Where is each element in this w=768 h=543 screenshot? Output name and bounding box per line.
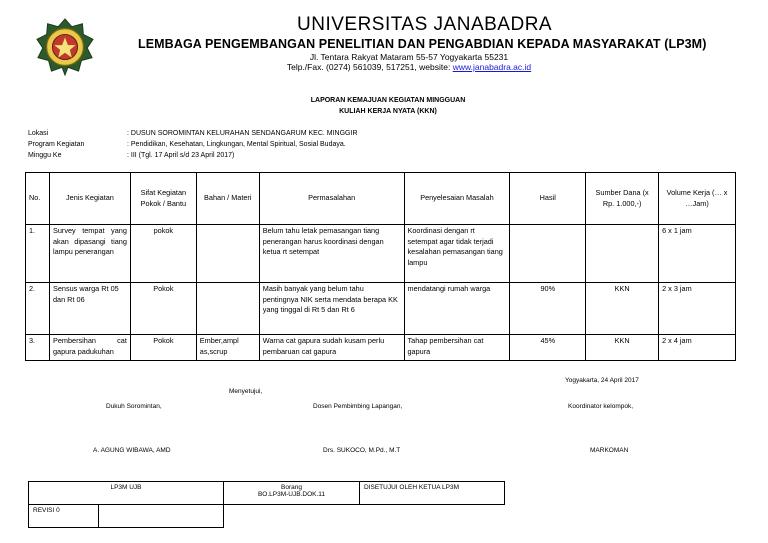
cell-sifat: Pokok (130, 335, 196, 361)
cell-jenis: Sensus warga Rt 05 dan Rt 06 (49, 283, 130, 335)
info-label-program: Program Kegiatan (28, 141, 85, 148)
cell-bahan (196, 283, 259, 335)
table-row (26, 335, 736, 361)
cell-volume: 2 x 4 jam (659, 335, 736, 361)
cell-bahan (196, 225, 259, 283)
cell-penyelesaian: Tahap pembersihan cat gapura (404, 335, 510, 361)
footer-borang (224, 482, 360, 505)
cell-hasil: 90% (510, 283, 586, 335)
footer-borang-code: BO.LP3M-UJB.DOK.11 (257, 491, 326, 498)
header-permasalahan: Permasalahan (259, 173, 404, 225)
role-dosen: Dosen Pembimbing Lapangan, (313, 403, 403, 410)
header-sumber: Sumber Dana (x Rp. 1.000,-) (586, 173, 659, 225)
footer-revisi: REVISI 0 (29, 505, 99, 528)
cell-permasalahan: Warna cat gapura sudah kusam perlu pembaruan cat gapura (259, 335, 404, 361)
cell-sumber (586, 225, 659, 283)
footer-approval: DISETUJUI OLEH KETUA LP3M (360, 482, 505, 505)
cell-permasalahan: Masih banyak yang belum tahu pentingnya NIK serta mendata berapa KK yang tinggal di Rt 5 dan Rt 6 (259, 283, 404, 335)
name-dukuh: A. AGUNG WIBAWA, AMD (93, 447, 171, 454)
info-value-minggu: : III (Tgl. 17 April s/d 23 April 2017) (127, 152, 235, 159)
header-hasil: Hasil (510, 173, 586, 225)
contact-text: Telp./Fax. (0274) 561039, 517251, website: (286, 62, 453, 72)
activity-table (25, 172, 736, 361)
info-value-lokasi: : DUSUN SOROMINTAN KELURAHAN SENDANGARUM KEC. MINGGIR (127, 130, 358, 137)
approval-label: Menyetujui, (229, 388, 263, 395)
cell-bahan: Ember,ampl as,scrup (196, 335, 259, 361)
cell-sifat: Pokok (130, 283, 196, 335)
header-volume: Volume Kerja (… x …Jam) (659, 173, 736, 225)
header-sifat: Sifat Kegiatan Pokok / Bantu (130, 173, 196, 225)
header-penyelesaian: Penyelesaian Masalah (404, 173, 510, 225)
cell-hasil (510, 225, 586, 283)
cell-no: 1. (26, 225, 50, 283)
info-value-program: : Pendidikan, Kesehatan, Lingkungan, Mental Spiritual, Sosial Budaya. (127, 141, 346, 148)
info-label-lokasi: Lokasi (28, 130, 49, 137)
cell-sumber: KKN (586, 335, 659, 361)
website-link[interactable]: www.janabadra.ac.id (452, 62, 532, 72)
place-date: Yogyakarta, 24 April 2017 (565, 377, 639, 384)
cell-sumber: KKN (586, 283, 659, 335)
cell-volume: 2 x 3 jam (659, 283, 736, 335)
report-title: LAPORAN KEMAJUAN KEGIATAN MINGGUAN (310, 97, 466, 104)
cell-permasalahan: Belum tahu letak pemasangan tiang penerangan harus koordinasi dengan ketua rt setempat (259, 225, 404, 283)
header-bahan: Bahan / Materi (196, 173, 259, 225)
cell-no: 2. (26, 283, 50, 335)
cell-volume: 6 x 1 jam (659, 225, 736, 283)
footer-borang-label: Borang (281, 484, 302, 491)
name-koordinator: MARKOMAN (590, 447, 629, 454)
cell-jenis: Pembersihan cat gapura padukuhan (49, 335, 130, 361)
footer-empty (99, 505, 224, 528)
cell-penyelesaian: mendatangi rumah warga (404, 283, 510, 335)
institute-name: LEMBAGA PENGEMBANGAN PENELITIAN DAN PENGABDIAN KEPADA MASYARAKAT (LP3M) (138, 37, 707, 51)
role-koordinator: Koordinator kelompok, (568, 403, 634, 410)
name-dosen: Drs. SUKOCO, M.Pd., M.T (323, 447, 401, 454)
contact-line (0, 62, 768, 72)
document-footer (28, 481, 505, 528)
info-label-minggu: Minggu Ke (28, 152, 62, 159)
cell-jenis: Survey tempat yang akan dipasangi tiang lampu penerangan (49, 225, 130, 283)
cell-hasil: 45% (510, 335, 586, 361)
footer-org: LP3M UJB (29, 482, 224, 505)
university-name: UNIVERSITAS JANABADRA (297, 14, 553, 35)
table-row (26, 283, 736, 335)
role-dukuh: Dukuh Soromintan, (106, 403, 162, 410)
table-row (26, 225, 736, 283)
header-no: No. (26, 173, 50, 225)
cell-no: 3. (26, 335, 50, 361)
cell-penyelesaian: Koordinasi dengan rt setempat agar tidak terjadi kesalahan pemasangan tiang lampu (404, 225, 510, 283)
report-subtitle: KULIAH KERJA NYATA (KKN) (339, 108, 437, 115)
header-jenis: Jenis Kegiatan (49, 173, 130, 225)
table-header-row (26, 173, 736, 225)
cell-sifat: pokok (130, 225, 196, 283)
address: Jl. Tentara Rakyat Mataram 55-57 Yogyakarta 55231 (309, 52, 509, 62)
